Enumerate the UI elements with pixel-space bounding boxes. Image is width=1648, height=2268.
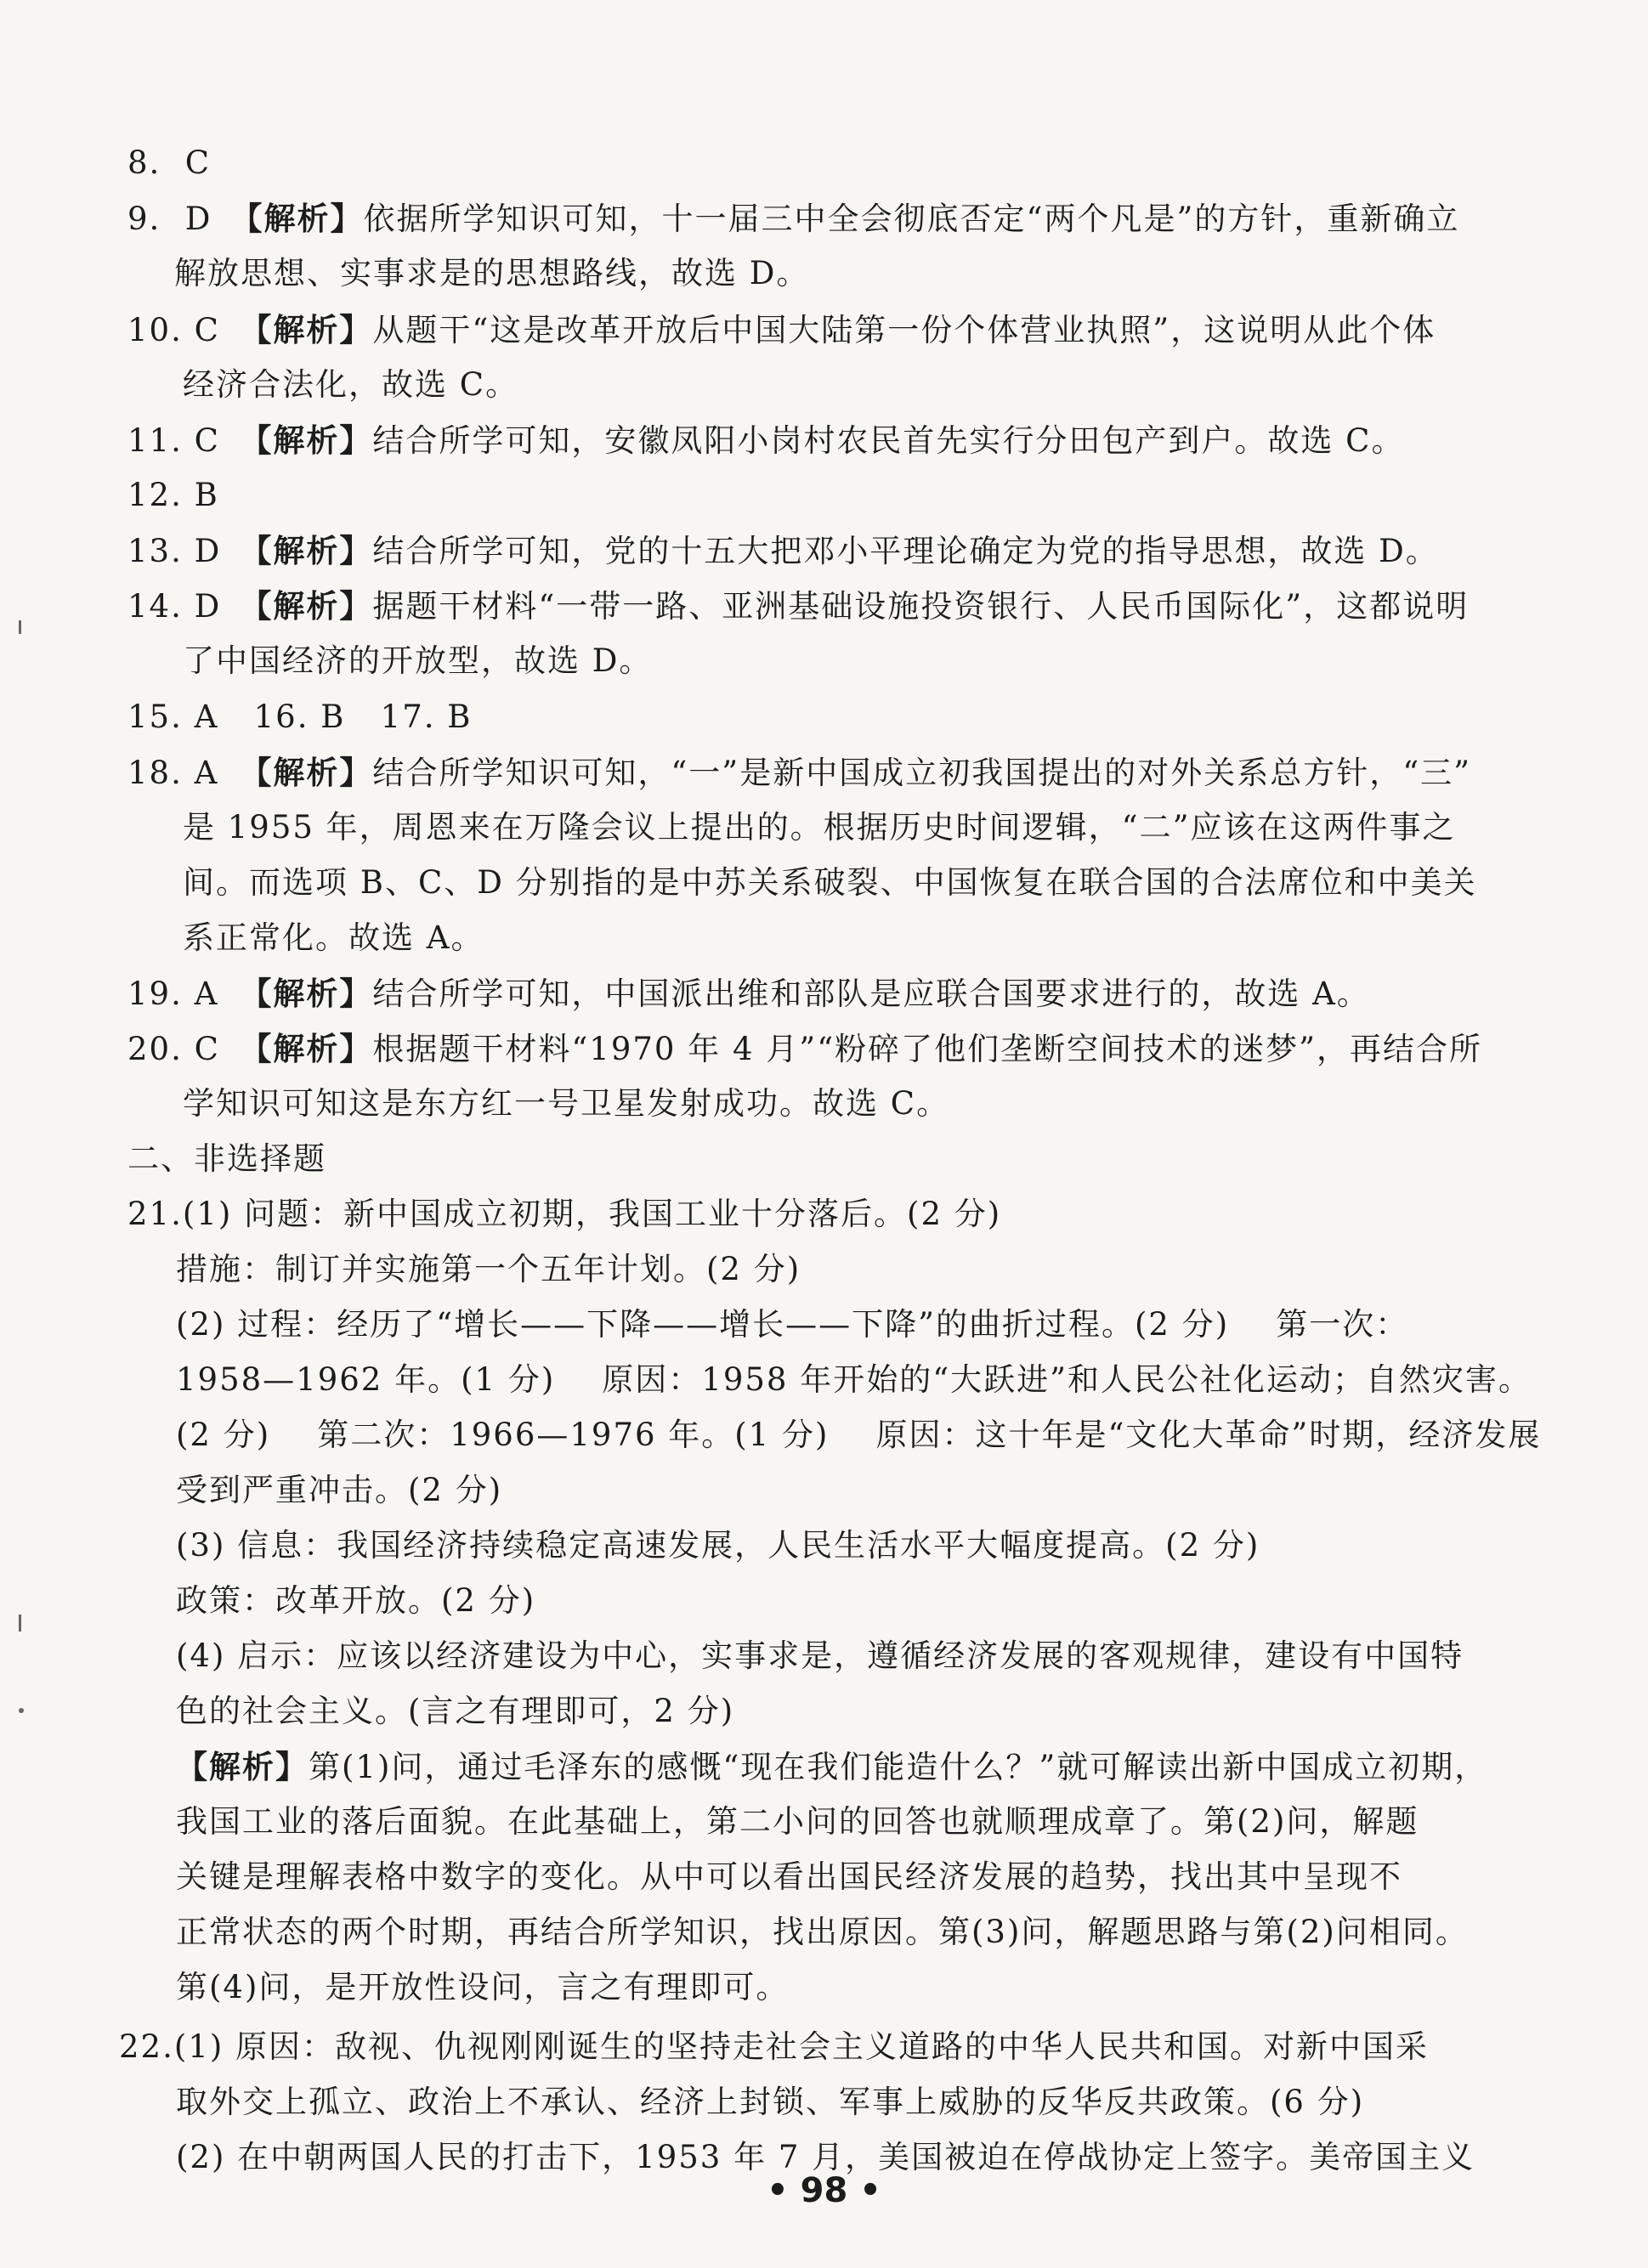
answer-text: 1958—1962 年。(1 分) 原因：1958 年开始的“大跃进”和人民公社化运动；自然灾害。 bbox=[176, 1361, 1532, 1398]
analysis-text: 是 1955 年，周恩来在万隆会议上提出的。根据历史时间逻辑，“二”应该在这两件事之 bbox=[183, 809, 1456, 846]
analysis-text: 结合所学可知，安徽凤阳小岗村农民首先实行分田包产到户。故选 C。 bbox=[372, 422, 1405, 459]
scan-mark bbox=[19, 1708, 24, 1713]
answer-text: 措施：制订并实施第一个五年计划。(2 分) bbox=[176, 1251, 801, 1287]
item-number: 19. bbox=[127, 976, 183, 1012]
item-answer: C bbox=[194, 1031, 220, 1067]
item-answer: B bbox=[194, 477, 219, 513]
answer-item-19 bbox=[127, 973, 1370, 1015]
analysis-tag: 【解析】 bbox=[240, 421, 373, 459]
answer-items-15-17: 15. A 16. B 17. B bbox=[127, 698, 473, 735]
answer-item-13 bbox=[127, 530, 1439, 572]
item-answer: A bbox=[194, 976, 219, 1012]
analysis-text: 了中国经济的开放型，故选 D。 bbox=[183, 642, 653, 679]
analysis-text: 结合所学知识可知，“一”是新中国成立初我国提出的对外关系总方针，“三” bbox=[372, 755, 1472, 791]
answer-item-11 bbox=[127, 420, 1404, 461]
analysis-tag: 【解析】 bbox=[240, 975, 373, 1012]
answer-item-22 bbox=[119, 2027, 1429, 2067]
item-answer: D bbox=[194, 533, 222, 569]
item-answer: D bbox=[194, 588, 222, 625]
item-answer: C bbox=[194, 312, 220, 348]
answer-item-12 bbox=[127, 475, 229, 516]
answer-item-9 bbox=[127, 198, 1459, 240]
answer-item-21 bbox=[127, 1194, 1001, 1235]
item-number: 14. bbox=[127, 588, 183, 625]
analysis-text: 关键是理解表格中数字的变化。从中可以看出国民经济发展的趋势，找出其中呈现不 bbox=[176, 1858, 1402, 1895]
item-number: 22. bbox=[119, 2028, 174, 2065]
analysis-text: 经济合法化，故选 C。 bbox=[183, 366, 519, 403]
item-number: 8. bbox=[127, 144, 161, 181]
analysis-text: 间。而选项 B、C、D 分别指的是中苏关系破裂、中国恢复在联合国的合法席位和中美关 bbox=[183, 864, 1477, 901]
item-answer: A bbox=[194, 755, 219, 791]
analysis-text: 解放思想、实事求是的思想路线，故选 D。 bbox=[174, 255, 810, 291]
item-number: 9. bbox=[127, 201, 161, 237]
scan-mark bbox=[19, 1615, 21, 1632]
answer-item-10 bbox=[127, 309, 1436, 351]
answer-text: (2) 过程：经历了“增长——下降——增长——下降”的曲折过程。(2 分) 第一次： bbox=[176, 1306, 1409, 1343]
answer-item-8 bbox=[127, 143, 219, 184]
analysis-tag: 【解析】 bbox=[240, 587, 373, 625]
item-number: 10. bbox=[127, 312, 183, 348]
answer-text: (4) 启示：应该以经济建设为中心，实事求是，遵循经济发展的客观规律，建设有中国特 bbox=[176, 1637, 1464, 1674]
answer-text: 政策：改革开放。(2 分) bbox=[176, 1582, 536, 1619]
analysis-text: 第(4)问，是开放性设问，言之有理即可。 bbox=[176, 1969, 790, 2005]
analysis-text: 从题干“这是改革开放后中国大陆第一份个体营业执照”，这说明从此个体 bbox=[372, 312, 1436, 348]
answer-text: 受到严重冲击。(2 分) bbox=[176, 1472, 503, 1508]
analysis-text: 正常状态的两个时期，再结合所学知识，找出原因。第(3)问，解题思路与第(2)问相同。 bbox=[176, 1914, 1469, 1950]
answer-text: (2 分) 第二次：1966—1976 年。(1 分) 原因：这十年是“文化大革命”时期，经济发展 bbox=[176, 1417, 1542, 1453]
answer-text: (1) 问题：新中国成立初期，我国工业十分落后。(2 分) bbox=[182, 1196, 1002, 1232]
answer-item-20 bbox=[127, 1028, 1482, 1070]
item-answer: C bbox=[194, 422, 220, 459]
item-number: 11. bbox=[127, 422, 183, 459]
analysis-tag: 【解析】 bbox=[240, 754, 373, 791]
q21-analysis bbox=[176, 1746, 1487, 1788]
item-number: 12. bbox=[127, 477, 183, 513]
analysis-tag: 【解析】 bbox=[176, 1748, 309, 1785]
answer-text: 取外交上孤立、政治上不承认、经济上封锁、军事上威胁的反华反共政策。(6 分) bbox=[176, 2084, 1365, 2120]
page-number: • 98 • bbox=[767, 2171, 881, 2210]
answer-item-18 bbox=[127, 752, 1471, 794]
analysis-tag: 【解析】 bbox=[230, 200, 364, 237]
analysis-tag: 【解析】 bbox=[240, 1030, 373, 1067]
item-number: 18. bbox=[127, 755, 183, 791]
answer-text: (1) 原因：敌视、仇视刚刚诞生的坚持走社会主义道路的中华人民共和国。对新中国采 bbox=[173, 2028, 1430, 2065]
analysis-text: 系正常化。故选 A。 bbox=[183, 919, 484, 956]
section-heading: 二、非选择题 bbox=[127, 1140, 326, 1177]
item-number: 21. bbox=[127, 1196, 183, 1232]
analysis-text: 学知识可知这是东方红一号卫星发射成功。故选 C。 bbox=[183, 1085, 950, 1122]
scan-mark bbox=[19, 620, 21, 634]
analysis-text: 依据所学知识可知，十一届三中全会彻底否定“两个凡是”的方针，重新确立 bbox=[363, 201, 1460, 237]
item-answer: C bbox=[184, 144, 212, 181]
item-number: 20. bbox=[127, 1031, 183, 1067]
answer-item-14 bbox=[127, 585, 1469, 627]
analysis-text: 据题干材料“一带一路、亚洲基础设施投资银行、人民币国际化”，这都说明 bbox=[372, 588, 1470, 625]
analysis-text: 结合所学可知，中国派出维和部队是应联合国要求进行的，故选 A。 bbox=[372, 976, 1370, 1012]
analysis-text: 我国工业的落后面貌。在此基础上，第二小问的回答也就顺理成章了。第(2)问，解题 bbox=[176, 1803, 1419, 1840]
item-answer: D bbox=[184, 201, 212, 237]
item-number: 13. bbox=[127, 533, 183, 569]
answer-text: 色的社会主义。(言之有理即可，2 分) bbox=[176, 1693, 735, 1729]
analysis-tag: 【解析】 bbox=[240, 532, 373, 569]
analysis-tag: 【解析】 bbox=[240, 311, 373, 348]
analysis-text: 第(1)问，通过毛泽东的感慨“现在我们能造什么？”就可解读出新中国成立初期， bbox=[309, 1749, 1488, 1785]
analysis-text: 结合所学可知，党的十五大把邓小平理论确定为党的指导思想，故选 D。 bbox=[372, 533, 1439, 569]
answer-text: (3) 信息：我国经济持续稳定高速发展，人民生活水平大幅度提高。(2 分) bbox=[176, 1527, 1260, 1564]
answer-text: (2) 在中朝两国人民的打击下，1953 年 7 月，美国被迫在停战协定上签字。美帝国主义 bbox=[176, 2139, 1475, 2175]
analysis-text: 根据题干材料“1970 年 4 月”“粉碎了他们垄断空间技术的迷梦”，再结合所 bbox=[372, 1031, 1483, 1067]
